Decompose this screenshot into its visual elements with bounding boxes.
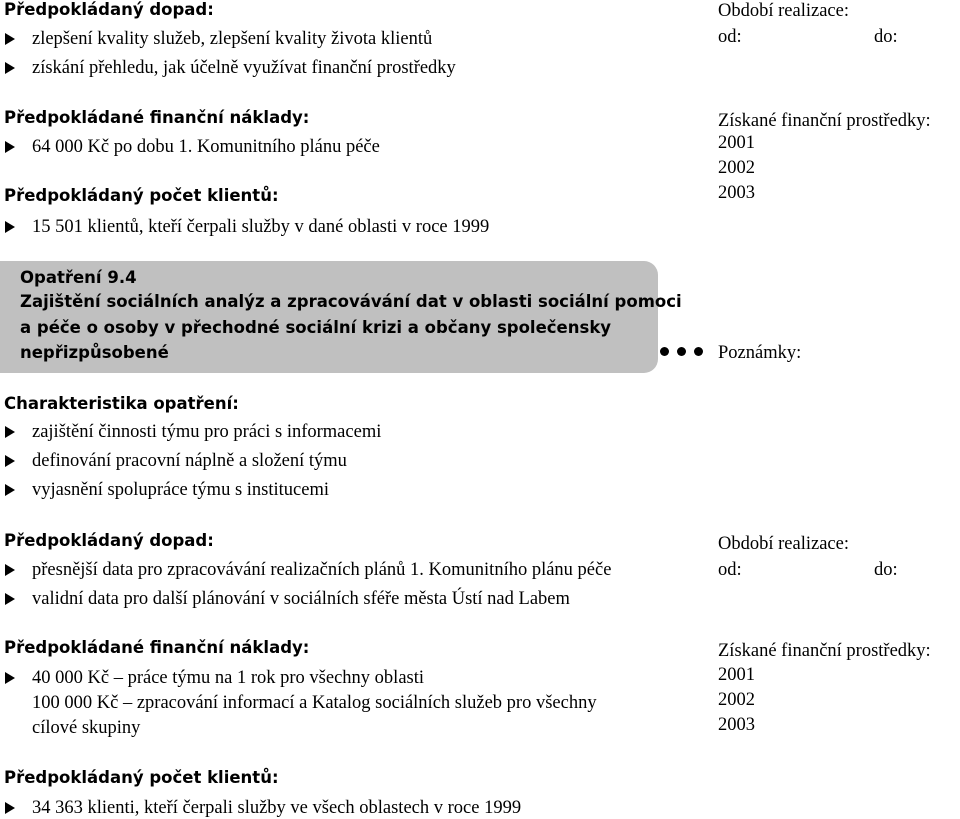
naklady-heading-2: Předpokládané finanční náklady:: [4, 638, 310, 657]
dopad-heading-1: Předpokládaný dopad:: [4, 0, 214, 19]
ziskane-label-1: Získané finanční prostředky:: [718, 111, 931, 131]
bullet-icon: [4, 801, 16, 815]
do-label-1: do:: [874, 27, 898, 47]
list-item: [4, 559, 611, 581]
measure-box: [0, 261, 682, 373]
year-2003: 2003: [718, 715, 755, 735]
list-item-text: vyjasnění spolupráce týmu s institucemi: [32, 480, 329, 500]
year-2001: 2001: [718, 133, 755, 153]
bullet-icon: [4, 454, 16, 468]
bullet-icon: [4, 592, 16, 606]
dopad-heading-2: Předpokládaný dopad:: [4, 531, 214, 550]
bullet-icon: [4, 425, 16, 439]
bullet-icon: [4, 671, 16, 685]
pocet-heading-1: Předpokládaný počet klientů:: [4, 186, 279, 205]
dot-icon: [694, 347, 703, 356]
list-item-text: 40 000 Kč – práce týmu na 1 rok pro všechny oblasti: [32, 668, 425, 688]
do-label-2: do:: [874, 560, 898, 580]
bullet-icon: [4, 140, 16, 154]
obdobi-label-1: Období realizace:: [718, 1, 849, 21]
measure-line: nepřizpůsobené: [20, 343, 169, 362]
list-item: [4, 450, 347, 472]
list-item-text: validní data pro další plánování v sociálních sféře města Ústí nad Labem: [32, 589, 570, 609]
list-item-text: zajištění činnosti týmu pro práci s informacemi: [32, 422, 382, 442]
bullet-icon: [4, 483, 16, 497]
od-label-1: od:: [718, 27, 742, 47]
bullet-icon: [4, 32, 16, 46]
ziskane-label-2: Získané finanční prostředky:: [718, 641, 931, 661]
bullet-icon: [4, 61, 16, 75]
naklady-extra-line: 100 000 Kč – zpracování informací a Katalog sociálních služeb pro všechny: [32, 693, 597, 713]
measure-line: Zajištění sociálních analýz a zpracovávání dat v oblasti sociální pomoci: [20, 292, 682, 311]
charakteristika-heading: Charakteristika opatření:: [4, 394, 239, 413]
list-item-text: 34 363 klienti, kteří čerpali služby ve všech oblastech v roce 1999: [32, 798, 522, 818]
year-2002: 2002: [718, 158, 755, 178]
dot-leader: [660, 347, 703, 356]
poznamky-label: Poznámky:: [718, 343, 802, 363]
obdobi-label-2: Období realizace:: [718, 534, 849, 554]
od-label-2: od:: [718, 560, 742, 580]
naklady-extra-line: cílové skupiny: [32, 718, 141, 738]
list-item-text: 64 000 Kč po dobu 1. Komunitního plánu péče: [32, 137, 380, 157]
list-item: [4, 588, 570, 610]
year-2002: 2002: [718, 690, 755, 710]
measure-line: a péče o osoby v přechodné sociální krizi a občany společensky: [20, 318, 612, 337]
list-item: [4, 797, 521, 819]
naklady-heading-1: Předpokládané finanční náklady:: [4, 108, 310, 127]
dot-icon: [660, 347, 669, 356]
list-item: [4, 57, 456, 79]
year-2001: 2001: [718, 665, 755, 685]
list-item: [4, 28, 432, 50]
list-item-text: přesnější data pro zpracovávání realizačních plánů 1. Komunitního plánu péče: [32, 560, 612, 580]
dot-icon: [677, 347, 686, 356]
list-item-text: definování pracovní náplně a složení týmu: [32, 451, 347, 471]
bullet-icon: [4, 563, 16, 577]
pocet-heading-2: Předpokládaný počet klientů:: [4, 768, 279, 787]
bullet-icon: [4, 220, 16, 234]
list-item: [4, 421, 381, 443]
measure-title: Opatření 9.4: [20, 268, 137, 287]
year-2003: 2003: [718, 183, 755, 203]
list-item-text: zlepšení kvality služeb, zlepšení kvality života klientů: [32, 29, 433, 49]
list-item: [4, 667, 424, 689]
list-item-text: 15 501 klientů, kteří čerpali služby v dané oblasti v roce 1999: [32, 217, 490, 237]
list-item: [4, 136, 380, 158]
list-item: [4, 479, 329, 501]
list-item-text: získání přehledu, jak účelně využívat finanční prostředky: [32, 58, 456, 78]
list-item: [4, 216, 489, 238]
